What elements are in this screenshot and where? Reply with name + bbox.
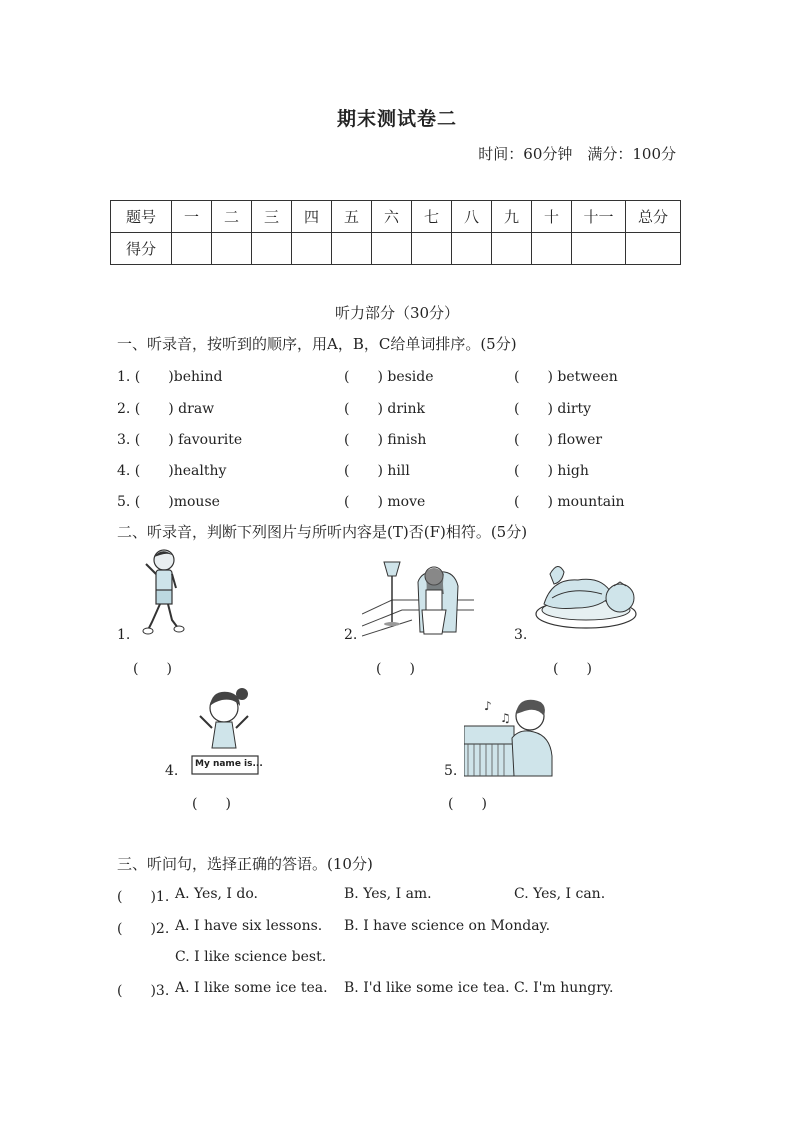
s2-item-number: 4.: [165, 763, 179, 779]
score-input-cell[interactable]: [172, 233, 212, 265]
svg-text:♫: ♫: [500, 711, 511, 725]
s3-option-c: C. I'm hungry.: [514, 980, 614, 996]
svg-text:♪: ♪: [484, 699, 492, 713]
table-cell: 四: [292, 201, 332, 233]
s1-option-a: 1. ( )behind: [117, 369, 223, 385]
table-cell: 题号: [111, 201, 172, 233]
score-table-score-row: [111, 233, 681, 265]
section1-heading: 一、听录音，按听到的顺序，用A，B，C给单词排序。(5分): [117, 335, 517, 353]
score-input-cell[interactable]: [372, 233, 412, 265]
vegetable-plate-picture: [532, 558, 640, 630]
s1-option-a: 2. ( ) draw: [117, 401, 215, 417]
score-input-cell[interactable]: [292, 233, 332, 265]
table-cell: 总分: [626, 201, 681, 233]
table-cell: 二: [212, 201, 252, 233]
s1-option-b: ( ) move: [344, 494, 426, 510]
s3-question-number: ( )2.: [117, 921, 170, 937]
s1-option-b: ( ) drink: [344, 401, 426, 417]
table-cell: 得分: [111, 233, 172, 265]
s2-answer-blank[interactable]: ( ): [376, 661, 415, 677]
s2-answer-blank[interactable]: ( ): [448, 796, 487, 812]
score-input-cell[interactable]: [572, 233, 626, 265]
table-cell: 三: [252, 201, 292, 233]
page-title: 期末测试卷二: [336, 108, 457, 130]
table-cell: 五: [332, 201, 372, 233]
name-sign-text: My name is...: [195, 759, 263, 769]
table-cell: 八: [452, 201, 492, 233]
table-cell: 一: [172, 201, 212, 233]
s3-option-a: A. I like some ice tea.: [175, 980, 328, 996]
s2-item-number: 2.: [344, 627, 358, 643]
score-input-cell[interactable]: [532, 233, 572, 265]
score-table-header-row: [111, 201, 681, 233]
s1-option-c: ( ) dirty: [514, 401, 592, 417]
score-table: [110, 200, 681, 265]
s2-answer-blank[interactable]: ( ): [553, 661, 592, 677]
listening-heading: 听力部分（30分）: [334, 304, 460, 322]
s1-option-c: ( ) flower: [514, 432, 603, 448]
s3-option-b: B. Yes, I am.: [344, 886, 432, 902]
s1-option-c: ( ) mountain: [514, 494, 625, 510]
s1-option-a: 4. ( )healthy: [117, 463, 227, 479]
score-input-cell[interactable]: [626, 233, 681, 265]
table-cell: 七: [412, 201, 452, 233]
s3-option-c: C. I like science best.: [175, 949, 327, 965]
s1-option-c: ( ) between: [514, 369, 618, 385]
boy-walking-picture: [138, 546, 186, 638]
s3-option-a: A. Yes, I do.: [175, 886, 258, 902]
s3-option-c: C. Yes, I can.: [514, 886, 606, 902]
section3-heading: 三、听问句，选择正确的答语。(10分): [117, 855, 373, 873]
s3-question-number: ( )3.: [117, 983, 170, 999]
table-cell: 十: [532, 201, 572, 233]
s3-option-a: A. I have six lessons.: [175, 918, 323, 934]
s1-option-a: 5. ( )mouse: [117, 494, 220, 510]
s1-option-a: 3. ( ) favourite: [117, 432, 243, 448]
score-input-cell[interactable]: [492, 233, 532, 265]
s3-option-b: B. I have science on Monday.: [344, 918, 551, 934]
s1-option-b: ( ) finish: [344, 432, 427, 448]
score-input-cell[interactable]: [252, 233, 292, 265]
s1-option-b: ( ) hill: [344, 463, 410, 479]
exam-meta: 时间：60分钟 满分：100分: [478, 145, 676, 163]
s2-item-number: 5.: [444, 763, 458, 779]
table-cell: 九: [492, 201, 532, 233]
score-input-cell[interactable]: [212, 233, 252, 265]
table-cell: 六: [372, 201, 412, 233]
s2-item-number: 1.: [117, 627, 131, 643]
girl-reading-picture: [362, 560, 474, 638]
section2-heading: 二、听录音，判断下列图片与所听内容是(T)否(F)相符。(5分): [117, 523, 528, 541]
s3-option-b: B. I'd like some ice tea.: [344, 980, 510, 996]
s2-answer-blank[interactable]: ( ): [133, 661, 172, 677]
score-input-cell[interactable]: [452, 233, 492, 265]
score-input-cell[interactable]: [332, 233, 372, 265]
s2-item-number: 3.: [514, 627, 528, 643]
score-input-cell[interactable]: [412, 233, 452, 265]
table-cell: 十一: [572, 201, 626, 233]
boy-piano-picture: [464, 694, 554, 778]
s2-answer-blank[interactable]: ( ): [192, 796, 231, 812]
s3-question-number: ( )1.: [117, 889, 170, 905]
s1-option-c: ( ) high: [514, 463, 589, 479]
s1-option-b: ( ) beside: [344, 369, 434, 385]
